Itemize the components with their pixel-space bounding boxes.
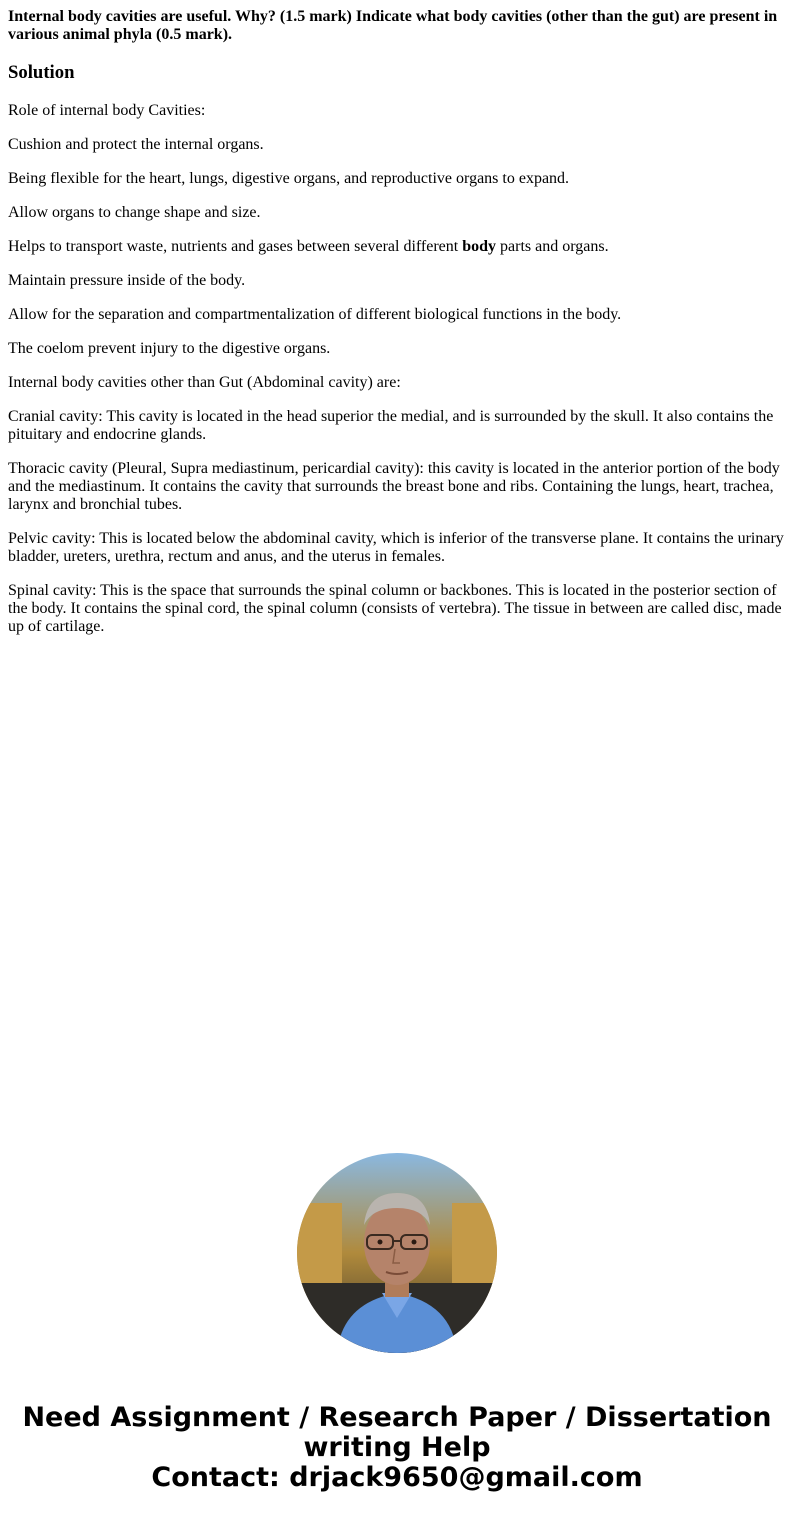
transport-text-bold: body bbox=[462, 238, 497, 255]
role-heading: Role of internal body Cavities: bbox=[8, 102, 206, 119]
footer-line-1: Need Assignment / Research Paper / Dissertation bbox=[22, 1402, 772, 1433]
author-avatar bbox=[297, 1153, 497, 1353]
role-item-separation: Allow for the separation and compartmentalization of different biological functions in the body. bbox=[8, 306, 622, 323]
role-item-transport bbox=[8, 238, 786, 256]
spinal-cavity-text: Spinal cavity: This is the space that surrounds the spinal column or backbones. This is located in the posterior section of the body. It contains the spinal cord, the spinal column (consists of vertebra). The tissue in between are called disc, made up of cartilage. bbox=[8, 582, 782, 635]
pelvic-cavity-text: Pelvic cavity: This is located below the abdominal cavity, which is inferior of the transverse plane. It contains the urinary bladder, ureters, urethra, rectum and anus, and the uterus in females. bbox=[8, 530, 784, 565]
solution-heading: Solution bbox=[8, 62, 75, 83]
cavities-heading: Internal body cavities other than Gut (Abdominal cavity) are: bbox=[8, 374, 401, 391]
document-content bbox=[8, 8, 786, 636]
footer-contact: Contact: drjack9650@gmail.com bbox=[151, 1462, 643, 1493]
role-item-coelom: The coelom prevent injury to the digestive organs. bbox=[8, 340, 331, 357]
footer-promo bbox=[0, 1403, 794, 1493]
avatar-portrait-icon bbox=[297, 1153, 497, 1353]
role-item-cushion: Cushion and protect the internal organs. bbox=[8, 136, 264, 153]
footer-line-2: writing Help bbox=[303, 1432, 491, 1463]
transport-text-before: Helps to transport waste, nutrients and gases between several different bbox=[8, 238, 463, 255]
cranial-cavity-text: Cranial cavity: This cavity is located in the head superior the medial, and is surrounded by the skull. It also contains the pituitary and endocrine glands. bbox=[8, 408, 774, 443]
thoracic-cavity-text: Thoracic cavity (Pleural, Supra mediastinum, pericardial cavity): this cavity is located in the anterior portion of the body and the mediastinum. It contains the cavity that surrounds the breast bone and ribs. Containing the lungs, heart, trachea, larynx and bronchial tubes. bbox=[8, 460, 780, 513]
role-item-pressure: Maintain pressure inside of the body. bbox=[8, 272, 246, 289]
transport-text-after: parts and organs. bbox=[496, 238, 609, 255]
question-text: Internal body cavities are useful. Why? (1.5 mark) Indicate what body cavities (other than the gut) are present in various animal phyla (0.5 mark). bbox=[8, 8, 778, 43]
role-item-shape: Allow organs to change shape and size. bbox=[8, 204, 261, 221]
role-item-flexible: Being flexible for the heart, lungs, digestive organs, and reproductive organs to expand. bbox=[8, 170, 570, 187]
